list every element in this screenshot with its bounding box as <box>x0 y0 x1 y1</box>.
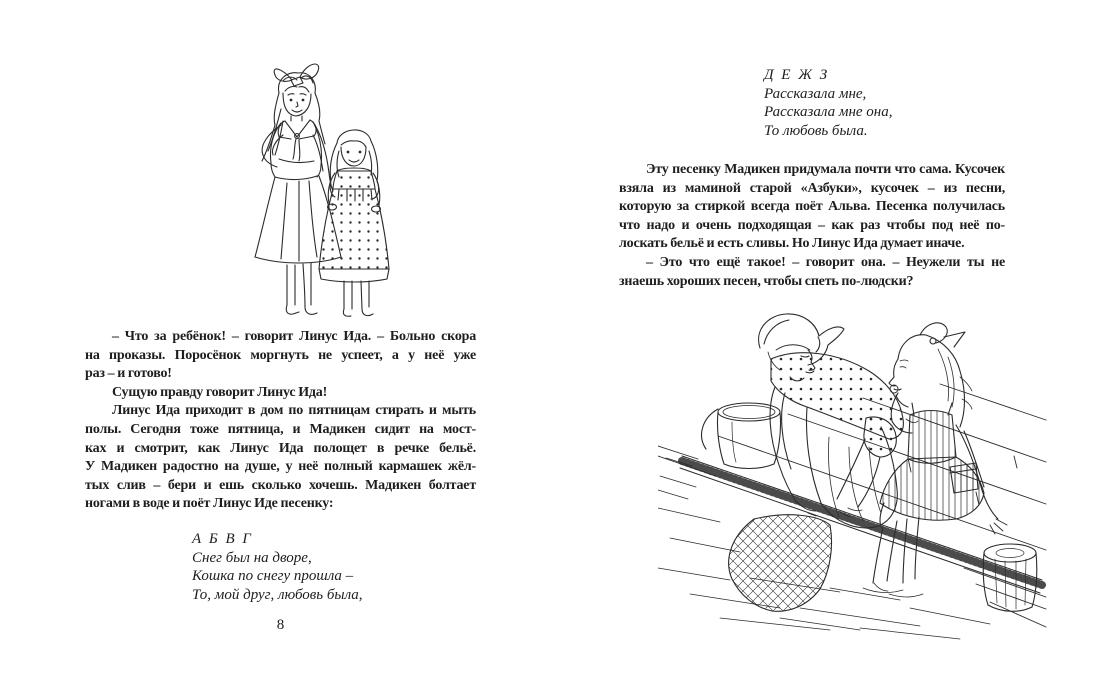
poem-line: То любовь была. <box>764 122 868 139</box>
laundry-cloth <box>729 515 832 612</box>
illustration-two-girls <box>240 58 410 334</box>
right-poem <box>764 66 893 140</box>
left-poem <box>192 530 363 604</box>
illustration-washing-at-dock <box>658 306 1048 642</box>
text-line: на проказы. Поросёнок моргнуть не успеет, а у неё уже <box>85 347 476 363</box>
girl-bow <box>920 323 947 343</box>
text-line: У Мадикен радостно на душе, у неё полный кармашек жёл- <box>85 459 476 475</box>
two-girls-drawing <box>240 58 410 334</box>
poem-line: Кошка по снегу прошла – <box>192 568 354 585</box>
left-page-text <box>85 328 476 514</box>
poem-lines <box>764 85 893 141</box>
bow <box>274 69 292 81</box>
text-line: тых слив – бери и ешь сколько хочешь. Мадикен болтает <box>85 477 476 493</box>
sister-dress <box>333 171 375 189</box>
text-line: Эту песенку Мадикен придумала почти что сама. Кусочек <box>646 162 1005 177</box>
hair <box>279 73 316 93</box>
right-page-text <box>619 161 1005 291</box>
poem-title: А Б В Г <box>192 531 253 547</box>
text-line: ногами в воде и поёт Линус Иде песенку: <box>85 496 334 512</box>
text-line: лоскать бельё и есть сливы. Но Линус Ида думает иначе. <box>619 236 965 252</box>
text-line: раз – и готово! <box>85 366 172 382</box>
face <box>283 93 311 116</box>
poem-line: Рассказала мне, <box>764 85 867 102</box>
poem-line: Рассказала мне она, <box>764 104 893 121</box>
text-line: ках и смотрит, как Линус Ида полощет в речке бельё. <box>85 440 476 456</box>
text-line: знаешь хороших песен, чтобы спеть по-людски? <box>619 273 914 289</box>
text-line: Сущую правду говорит Линус Ида! <box>112 384 328 400</box>
paragraph <box>85 384 476 403</box>
poem-title: Д Е Ж З <box>764 67 830 83</box>
pinafore <box>908 411 956 464</box>
poem-line: То, мой друг, любовь была, <box>192 586 363 603</box>
text-line: что надо и очень подходящая – как раз чтобы под неё по- <box>619 217 1005 233</box>
poem-line: Снег был на дворе, <box>192 549 312 566</box>
washing-scene-drawing <box>658 306 1048 642</box>
text-line: которую за стиркой всегда поёт Альва. Песенка получилась <box>619 199 1005 215</box>
paragraph <box>85 328 476 384</box>
text-line: взяла из маминой старой «Азбуки», кусочек – из песни, <box>619 180 1005 196</box>
poem-lines <box>192 549 363 605</box>
text-line: – Это что ещё такое! – говорит она. – Неужели ты не <box>646 254 1005 270</box>
text-line: – Что за ребёнок! – говорит Линус Ида. – Больно скора <box>112 329 476 344</box>
text-line: Линус Ида приходит в дом по пятницам стирать и мыть <box>112 403 476 419</box>
page-number: 8 <box>276 617 285 633</box>
bucket <box>702 403 781 469</box>
skirt <box>255 177 275 257</box>
paragraph <box>619 254 1005 291</box>
paragraph <box>85 402 476 514</box>
girl <box>873 323 1007 583</box>
text-line: полы. Сегодня тоже пятница, и Мадикен сидит на мост- <box>85 421 476 437</box>
sailor-collar <box>285 120 310 137</box>
paragraph <box>619 161 1005 254</box>
